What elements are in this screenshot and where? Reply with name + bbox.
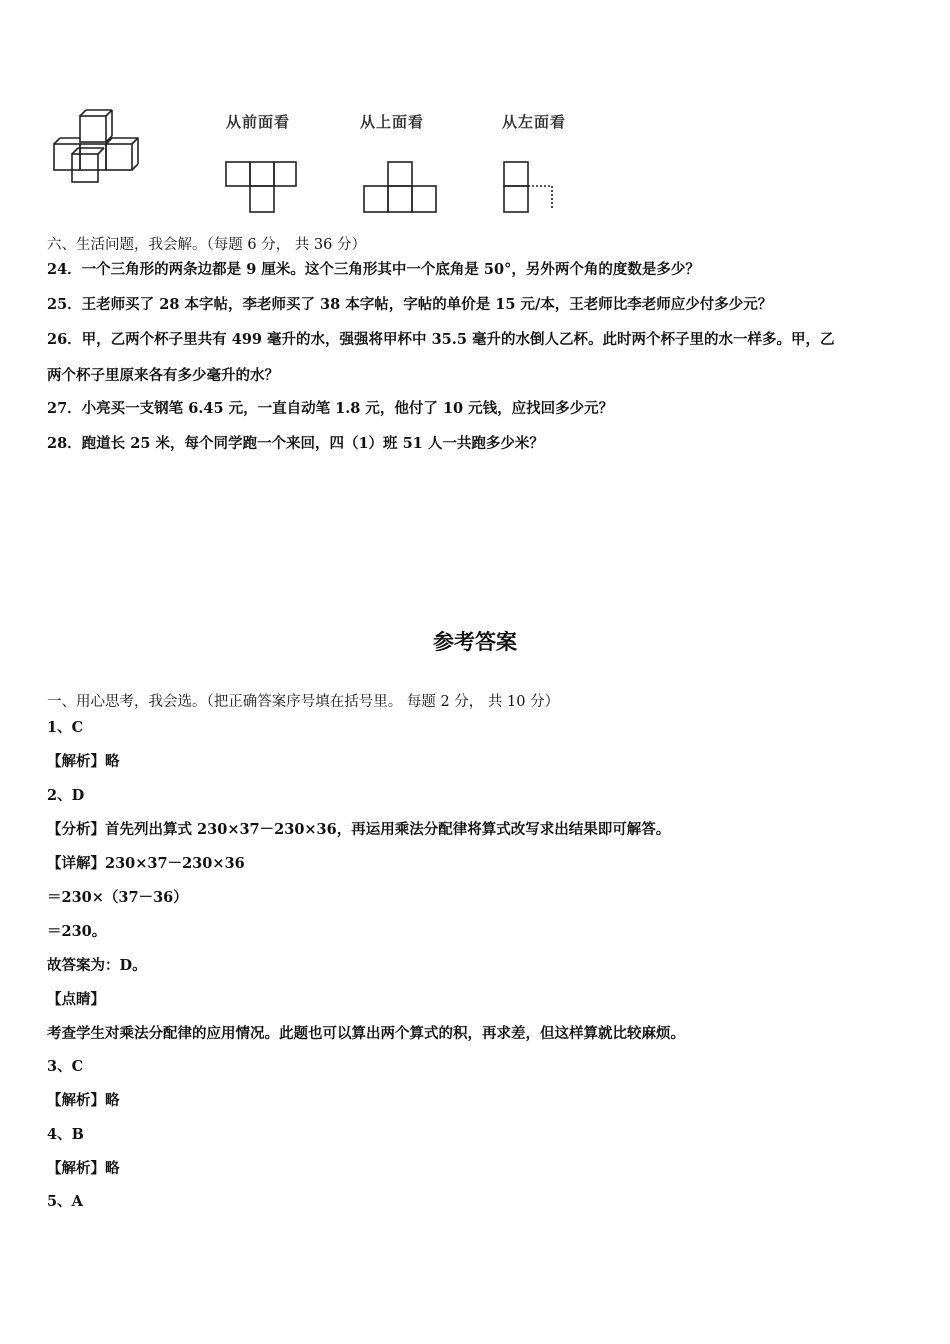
question-28: 28．跑道长 25 米，每个同学跑一个来回，四（1）班 51 人一共跑多少米？ <box>47 435 544 452</box>
answer-line: 考查学生对乘法分配律的应用情况。此题也可以算出两个算式的积，再求差，但这样算就比较麻烦。 <box>47 1025 685 1042</box>
answer-line: 2、D <box>47 787 85 804</box>
answer-line: 【解析】略 <box>47 1092 120 1109</box>
question-26-line1: 26．甲，乙两个杯子里共有 499 毫升的水，强强将甲杯中 35.5 毫升的水倒人乙杯。此时两个杯子里的水一样多。甲，乙 <box>47 331 835 348</box>
answer-line: ＝230×（37－36） <box>47 889 188 906</box>
answer-line: 故答案为：D。 <box>47 957 147 974</box>
answers-heading: 一、用心思考，我会选。（把正确答案序号填在括号里。 每题 2 分， 共 10 分） <box>47 694 560 710</box>
caption-left-view: 从左面看 <box>502 113 567 131</box>
answer-line: 3、C <box>47 1058 84 1075</box>
answer-line: 【详解】230×37－230×36 <box>47 855 245 872</box>
answers-title: 参考答案 <box>433 630 517 654</box>
answer-line: 4、B <box>47 1126 84 1143</box>
question-24: 24．一个三角形的两条边都是 9 厘米。这个三角形其中一个底角是 50°，另外两个角的度数是多少？ <box>47 261 700 278</box>
section6-heading: 六、生活问题，我会解。（每题 6 分， 共 36 分） <box>47 237 366 253</box>
caption-top-view: 从上面看 <box>360 113 425 131</box>
answer-line: 【分析】首先列出算式 230×37－230×36，再运用乘法分配律将算式改写求出结果即可解答。 <box>47 821 671 838</box>
caption-front-view: 从前面看 <box>226 113 291 131</box>
question-27: 27．小亮买一支钢笔 6.45 元，一直自动笔 1.8 元，他付了 10 元钱，应找回多少元？ <box>47 400 614 417</box>
cube-stack-figure <box>48 108 158 188</box>
answer-line: ＝230。 <box>47 923 107 940</box>
answer-line: 5、A <box>47 1193 83 1210</box>
question-25: 25．王老师买了 28 本字帖，李老师买了 38 本字帖，字帖的单价是 15 元/本，王老师比李老师应少付多少元？ <box>47 296 773 313</box>
top-view-figure <box>360 158 440 216</box>
front-view-figure <box>222 158 300 216</box>
answer-line: 【解析】略 <box>47 1160 120 1177</box>
answer-line: 1、C <box>47 719 84 736</box>
answer-line: 【点睛】 <box>47 991 105 1008</box>
answer-line: 【解析】略 <box>47 753 120 770</box>
question-26-line2: 两个杯子里原来各有多少毫升的水？ <box>47 367 279 384</box>
left-view-figure <box>500 158 556 216</box>
